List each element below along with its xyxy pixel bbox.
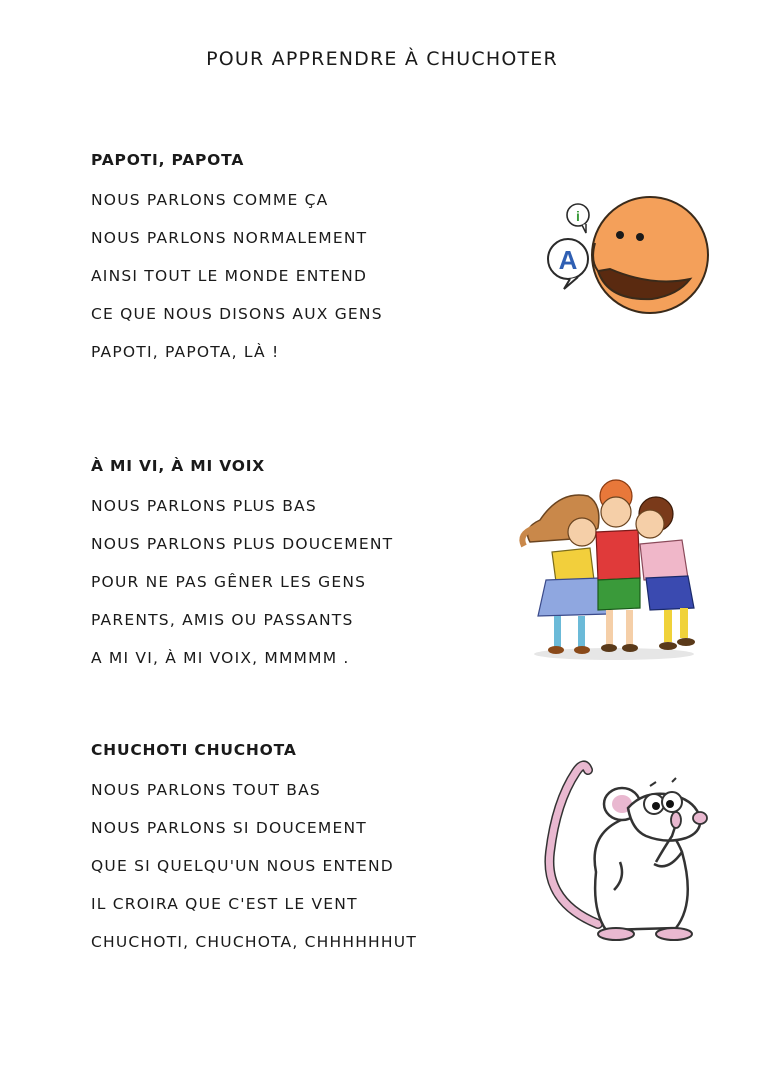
verse-line: NOUS PARLONS NORMALEMENT [91, 229, 368, 247]
verse-line: IL CROIRA QUE C'EST LE VENT [91, 895, 358, 913]
verse-line: CE QUE NOUS DISONS AUX GENS [91, 305, 383, 323]
verse-line: A MI VI, À MI VOIX, MMMMM . [91, 649, 350, 667]
stanza-heading: PAPOTI, PAPOTA [91, 151, 245, 169]
verse-line: NOUS PARLONS TOUT BAS [91, 781, 321, 799]
verse-line: PARENTS, AMIS OU PASSANTS [91, 611, 354, 629]
verse-line: NOUS PARLONS SI DOUCEMENT [91, 819, 367, 837]
stanza-heading: CHUCHOTI CHUCHOTA [91, 741, 297, 759]
shushing-mouse-illustration [536, 752, 716, 948]
verse-line: QUE SI QUELQU'UN NOUS ENTEND [91, 857, 394, 875]
verse-line: CHUCHOTI, CHUCHOTA, CHHHHHHUT [91, 933, 417, 951]
stanza-papoti [91, 149, 511, 371]
talking-face-illustration [540, 183, 710, 328]
verse-line: AINSI TOUT LE MONDE ENTEND [91, 267, 368, 285]
bubble-small-letter: i [576, 208, 580, 224]
verse-line: NOUS PARLONS PLUS DOUCEMENT [91, 535, 394, 553]
bubble-letter: A [558, 245, 578, 275]
whispering-children-illustration [516, 468, 706, 664]
verse-line: NOUS PARLONS COMME ÇA [91, 191, 329, 209]
verse-line: NOUS PARLONS PLUS BAS [91, 497, 317, 515]
stanza-mi-voix [91, 455, 511, 677]
verse-line: POUR NE PAS GÊNER LES GENS [91, 573, 367, 591]
page-title: POUR APPRENDRE À CHUCHOTER [206, 48, 558, 70]
stanza-heading: À MI VI, À MI VOIX [91, 457, 266, 475]
verse-line: PAPOTI, PAPOTA, LÀ ! [91, 343, 280, 361]
stanza-chuchoti [91, 739, 511, 961]
